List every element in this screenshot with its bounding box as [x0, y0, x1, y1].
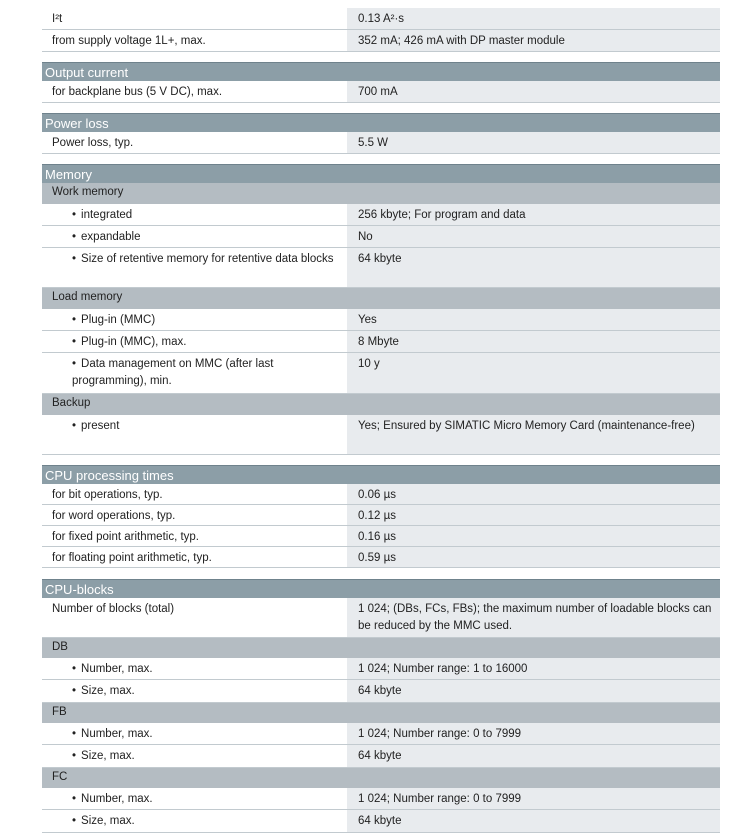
spec-label: Power loss, typ.	[52, 137, 134, 149]
spec-value: Yes	[347, 309, 720, 330]
spec-row-supply-current	[42, 30, 720, 52]
spec-row-i2t	[42, 8, 720, 30]
bullet-icon: •	[72, 314, 77, 326]
spec-value: 64 kbyte	[347, 248, 720, 287]
subsection-backup: Backup	[42, 394, 720, 415]
spec-row-retentive-memory	[42, 248, 720, 288]
spec-value: No	[347, 226, 720, 247]
bullet-icon: •	[72, 209, 77, 221]
spec-value: 10 y	[347, 353, 720, 393]
spec-label: for fixed point arithmetic, typ.	[52, 531, 200, 543]
bullet-icon: •	[72, 358, 77, 370]
spec-label: for backplane bus (5 V DC), max.	[52, 86, 223, 98]
spec-label: Number of blocks (total)	[52, 603, 175, 615]
spec-row-db-size	[42, 680, 720, 703]
spec-row-bit-operations	[42, 484, 720, 505]
spec-value: 1 024; Number range: 0 to 7999	[347, 723, 720, 744]
spec-row-fixed-point	[42, 526, 720, 547]
spec-row-plugin-mmc	[42, 309, 720, 331]
bullet-icon: •	[72, 663, 77, 675]
spec-value: 64 kbyte	[347, 680, 720, 702]
subsection-load-memory: Load memory	[42, 288, 720, 309]
bullet-icon: •	[72, 815, 77, 827]
spec-value: 352 mA; 426 mA with DP master module	[347, 30, 720, 51]
section-header-cpu-blocks: CPU-blocks	[42, 579, 720, 598]
spec-value: 0.59 µs	[347, 547, 720, 567]
spec-label: • Number, max.	[72, 788, 350, 808]
spec-value: Yes; Ensured by SIMATIC Micro Memory Card (maintenance-free)	[347, 415, 720, 454]
spec-value: 700 mA	[347, 81, 720, 102]
spec-label: from supply voltage 1L+, max.	[52, 35, 206, 47]
spec-row-integrated	[42, 204, 720, 226]
bullet-icon: •	[72, 231, 77, 243]
spec-label: • Plug-in (MMC), max.	[72, 331, 350, 351]
spec-label: • Number, max.	[72, 723, 350, 743]
spec-label: • expandable	[72, 226, 350, 246]
spec-value: 0.16 µs	[347, 526, 720, 546]
spec-row-data-management	[42, 353, 720, 394]
spec-row-power-loss	[42, 132, 720, 154]
spec-value: 64 kbyte	[347, 810, 720, 832]
spec-value: 0.13 A²·s	[347, 8, 720, 29]
bullet-icon: •	[72, 420, 77, 432]
spec-label: • Size, max.	[72, 810, 350, 830]
bullet-icon: •	[72, 750, 77, 762]
section-header-cpu-processing-times: CPU processing times	[42, 465, 720, 484]
spec-value: 1 024; Number range: 0 to 7999	[347, 788, 720, 809]
bullet-icon: •	[72, 336, 77, 348]
spec-label: • Data management on MMC (after last programming), min.	[72, 358, 274, 387]
spec-label: • Plug-in (MMC)	[72, 309, 350, 329]
section-header-power-loss: Power loss	[42, 113, 720, 132]
spec-row-fc-number	[42, 788, 720, 810]
spec-row-number-of-blocks	[42, 598, 720, 638]
spec-row-expandable	[42, 226, 720, 248]
spec-row-fc-size	[42, 810, 720, 833]
spec-row-backplane-current	[42, 81, 720, 103]
spec-value: 0.06 µs	[347, 484, 720, 504]
spec-label: • Size, max.	[72, 680, 350, 700]
spec-row-plugin-mmc-max	[42, 331, 720, 353]
spec-row-floating-point	[42, 547, 720, 568]
spec-label: for bit operations, typ.	[52, 489, 163, 501]
spec-value: 8 Mbyte	[347, 331, 720, 352]
spec-label: • Size of retentive memory for retentive data blocks	[72, 248, 350, 268]
spec-value: 1 024; Number range: 1 to 16000	[347, 658, 720, 679]
bullet-icon: •	[72, 685, 77, 697]
subsection-db: DB	[42, 638, 720, 658]
spec-label: • Size, max.	[72, 745, 350, 765]
bullet-icon: •	[72, 253, 77, 265]
subsection-fb: FB	[42, 703, 720, 723]
spec-value: 1 024; (DBs, FCs, FBs); the maximum number of loadable blocks can be reduced by the MMC used.	[347, 598, 720, 637]
section-header-output-current: Output current	[42, 62, 720, 81]
spec-row-db-number	[42, 658, 720, 680]
spec-label: • present	[72, 415, 350, 435]
subsection-work-memory: Work memory	[42, 183, 720, 204]
spec-value: 0.12 µs	[347, 505, 720, 525]
spec-row-word-operations	[42, 505, 720, 526]
spec-label: • Number, max.	[72, 658, 350, 678]
spec-label: I²t	[52, 13, 63, 25]
bullet-icon: •	[72, 793, 77, 805]
spec-row-backup-present	[42, 415, 720, 455]
spec-label: • integrated	[72, 204, 350, 224]
spec-value: 5.5 W	[347, 132, 720, 153]
subsection-fc: FC	[42, 768, 720, 788]
section-header-memory: Memory	[42, 164, 720, 183]
spec-row-fb-size	[42, 745, 720, 768]
bullet-icon: •	[72, 728, 77, 740]
spec-label: for floating point arithmetic, typ.	[52, 552, 212, 564]
spec-label: for word operations, typ.	[52, 510, 176, 522]
spec-value: 64 kbyte	[347, 745, 720, 767]
spec-row-fb-number	[42, 723, 720, 745]
spec-value: 256 kbyte; For program and data	[347, 204, 720, 225]
